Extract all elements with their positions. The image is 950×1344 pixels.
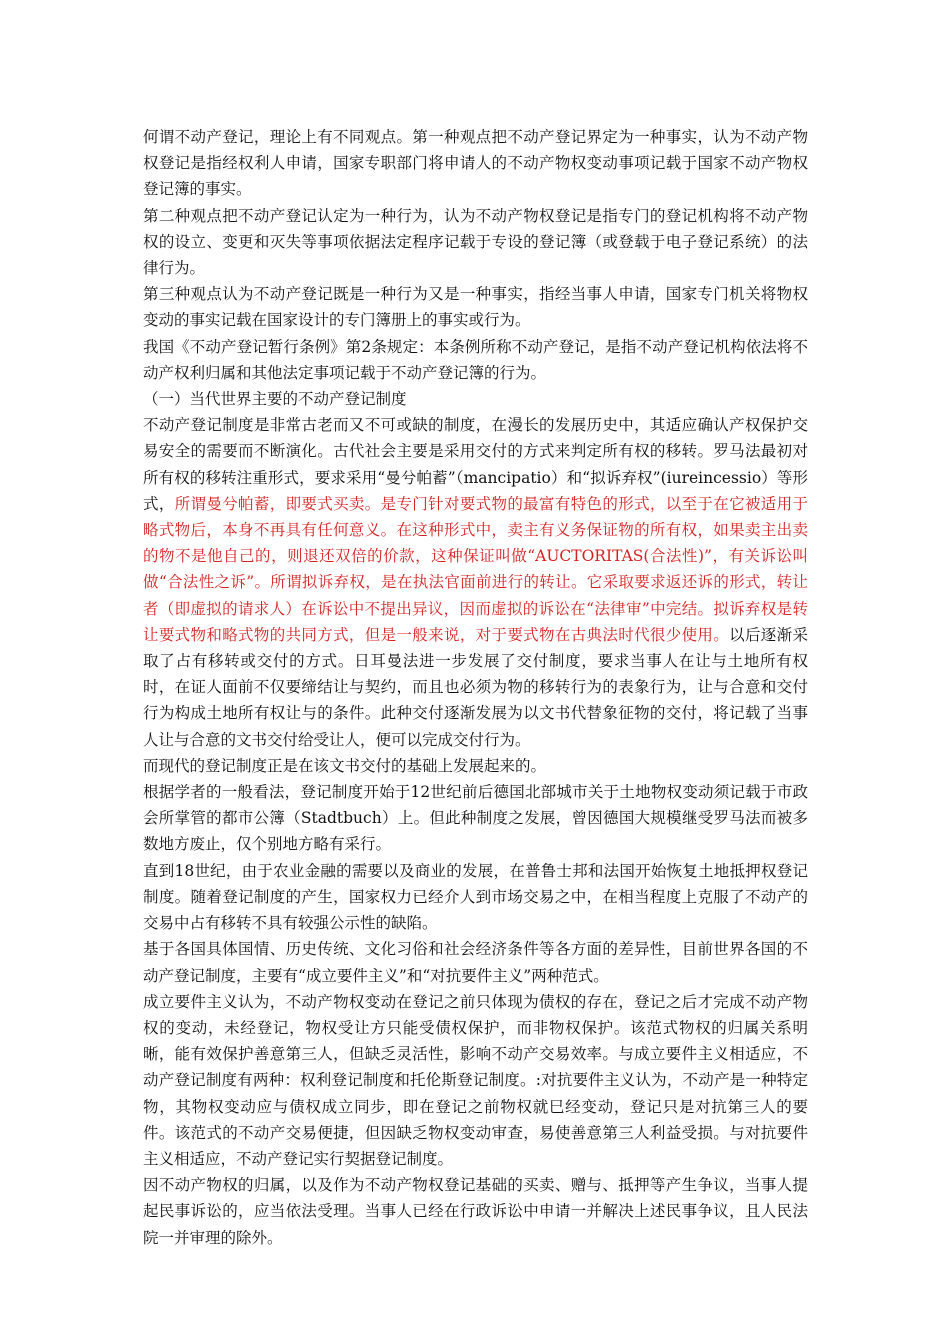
paragraph-18th-century: 直到18世纪，由于农业金融的需要以及商业的发展，在普鲁士邦和法国开始恢复土地抵押权登记制度。随着登记制度的产生，国家权力已经介人到市场交易之中，在相当程度上克服了不动产的交易中占有移转不具有较强公示性的缺陷。 [143,861,808,933]
paragraph-second-view: 第二种观点把不动产登记认定为一种行为，认为不动产物权登记是指专门的登记机构将不动产物权的设立、变更和灭失等事项依据法定程序记载于专设的登记簿（或登载于电子登记系统）的法律行为。 [143,206,808,278]
paragraph-paradigm-details: 成立要件主义认为，不动产物权变动在登记之前只体现为债权的存在，登记之后才完成不动产物权的变动，未经登记，物权受让方只能受债权保护，而非物权保护。该范式物权的归属关系明晰，能有效保护善意第三人，但缺乏灵活性，影响不动产交易效率。与成立要件主义相适应，不动产登记制度有两种：权利登记制度和托伦斯登记制度。:对抗要件主义认为，不动产是一种特定物，其物权变动应与债权成立同步，即在登记之前物权就巳经变动，登记只是对抗第三人的要件。该范式的不动产交易便捷，但因缺乏物权变动审查，易使善意第三人利益受损。与对抗要件主义相适应，不动产登记实行契据登记制度。 [143,992,808,1168]
history-text-after: 以后逐渐采取了占有移转或交付的方式。日耳曼法进一步发展了交付制度，要求当事人在让与土地所有权时，在证人面前不仅要缔结让与契约，而且也必须为物的移转行为的表象行为，让与合意和交付行为构成土地所有权让与的条件。此种交付逐渐发展为以文书代替象征物的交付，将记载了当事人让与合意的文书交付给受让人，便可以完成交付行为。 [143,625,808,749]
paragraph-third-view: 第三种观点认为不动产登记既是一种行为又是一种事实，指经当事人申请，国家专门机关将物权变动的事实记载在国家设计的专门簿册上的事实或行为。 [143,285,808,330]
paragraph-two-paradigms: 基于各国具体国情、历史传统、文化习俗和社会经济条件等各方面的差异性，目前世界各国的不动产登记制度，主要有“成立要件主义”和“对抗要件主义”两种范式。 [143,940,808,985]
document-body [143,124,808,1251]
paragraph-modern-registration: 而现代的登记制度正是在该文书交付的基础上发展起来的。 [143,756,547,775]
paragraph-litigation: 因不动产物权的归属，以及作为不动产物权登记基础的买卖、赠与、抵押等产生争议，当事人提起民事诉讼的，应当依法受理。当事人已经在行政诉讼中申请一并解决上述民事争议，且人民法院一并审理的除外。 [143,1176,808,1247]
history-text-before: 不动产登记制度是非常古老而又不可或缺的制度，在漫长的发展历史中，其适应确认产权保护交易安全的需要而不断演化。古代社会主要是采用交付的方式来判定所有权的移转。罗马法最初对所有权的移转注重形式，要求采用“曼兮帕蓄”（mancipatio）和“拟诉弃权”(iureincessio）等形式， [143,416,808,513]
paragraph-origin: 根据学者的一般看法，登记制度开始于12世纪前后德国北部城市关于土地物权变动须记载于市政会所掌管的都市公簿（Stadtbuch）上。但此种制度之发展，曾因德国大规模继受罗马法而被多数地方废止，仅个别地方略有采行。 [143,783,808,854]
paragraph-regulation: 我国《不动产登记暂行条例》第2条规定：本条例所称不动产登记，是指不动产登记机构依法将不动产权利归属和其他法定事项记载于不动产登记簿的行为。 [143,337,808,382]
history-text-highlighted: 所谓曼兮帕蓄，即要式买卖。是专门针对要式物的最富有特色的形式，以至于在它被适用于略式物后，本身不再具有任何意义。在这种形式中，卖主有义务保证物的所有权，如果卖主出卖的物不是他自己的，则退还双倍的价款，这种保证叫做“AUCTORITAS(合法性)”，有关诉讼叫做“合法性之诉”。所谓拟诉弃权，是在执法官面前进行的转让。它采取要求返还诉的形式，转让者（即虚拟的请求人）在诉讼中不提出异议，因而虚拟的诉讼在“法律审”中完结。拟诉弃权是转让要式物和略式物的共同方式，但是一般来说，对于要式物在古典法时代很少使用。 [143,494,808,644]
section-heading: （一）当代世界主要的不动产登记制度 [143,390,407,409]
paragraph-history [143,412,808,753]
paragraph-definition-intro: 何谓不动产登记，理论上有不同观点。第一种观点把不动产登记界定为一种事实，认为不动产物权登记是指经权利人申请，国家专职部门将申请人的不动产物权变动事项记载于国家不动产物权登记簿的事实。 [143,128,808,199]
